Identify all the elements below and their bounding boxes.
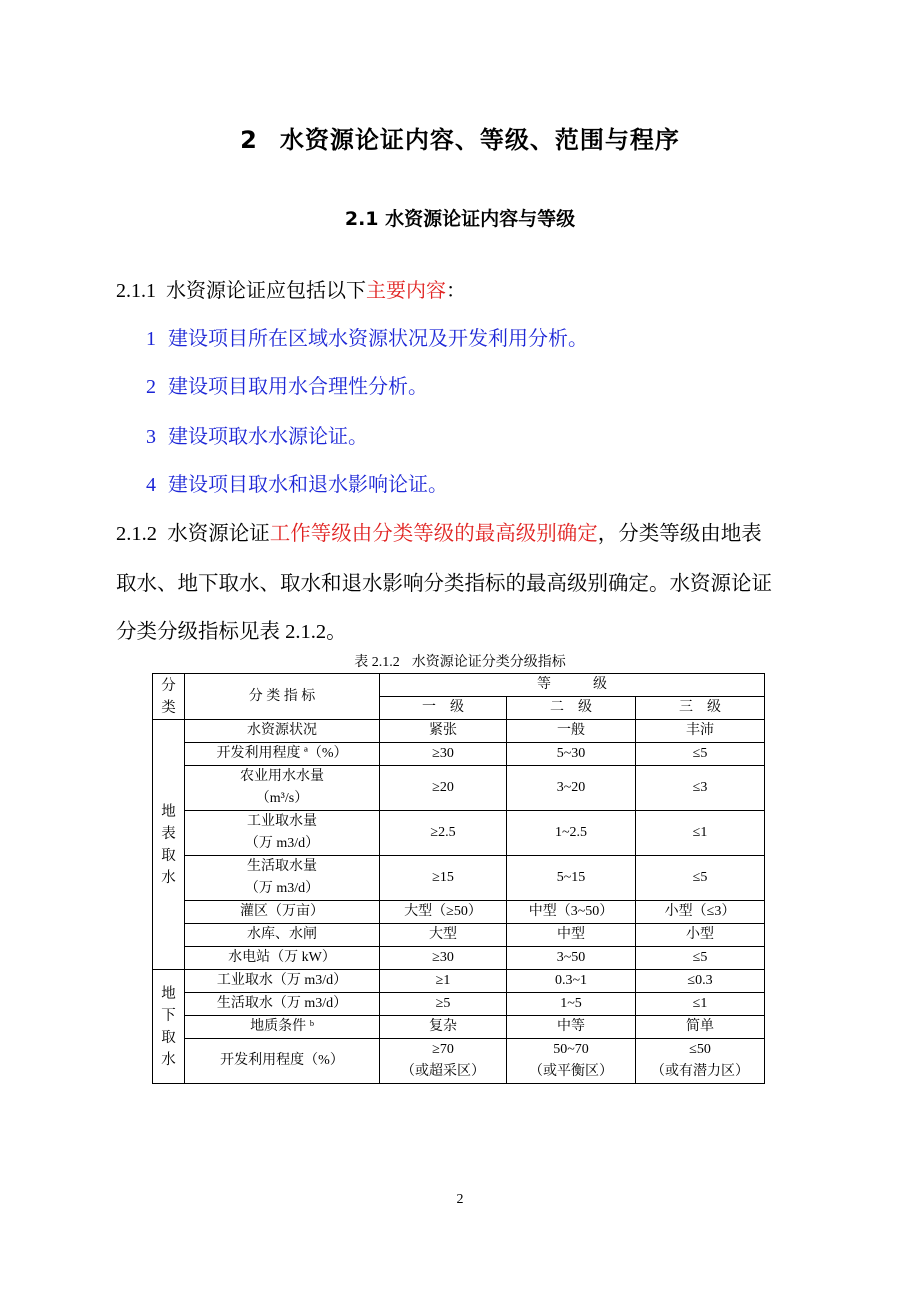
cell-text: 灌区（万亩）	[240, 904, 324, 919]
indicator-cell	[185, 743, 380, 766]
cell-text: 5~15	[556, 870, 586, 885]
table-row	[153, 993, 765, 1016]
level-cell	[380, 1016, 507, 1039]
list-item-number: 2	[146, 376, 156, 398]
list-item-text: 建设项目取用水合理性分析。	[168, 376, 428, 398]
cell-text: 3~20	[556, 780, 586, 795]
cell-text: 小型	[686, 927, 715, 942]
cell-text: 生活取水量	[247, 859, 317, 874]
level-cell	[380, 1039, 507, 1084]
list-item	[146, 322, 588, 351]
level-cell	[636, 947, 765, 970]
level-cell	[507, 1039, 636, 1084]
level-cell	[507, 947, 636, 970]
table-caption-title: 水资源论证分类分级指标	[411, 655, 566, 670]
grade-header: 等 级	[380, 674, 765, 697]
level-header: 二 级	[507, 697, 636, 720]
level-cell	[636, 1039, 765, 1084]
cell-text: （或超采区）	[401, 1064, 485, 1079]
level-cell	[507, 1016, 636, 1039]
clause-2-1-1	[116, 274, 466, 303]
cell-text: 大型（≥50）	[404, 904, 482, 919]
level-cell	[636, 993, 765, 1016]
cell-text: ≥5	[435, 996, 451, 1011]
category-char: 地	[161, 803, 176, 820]
level-cell	[507, 811, 636, 856]
cell-text: ≤3	[692, 780, 708, 795]
cell-text: 中型	[557, 927, 585, 942]
cell-text: 开发利用程度 ª（%）	[216, 746, 348, 761]
indicator-cell	[185, 766, 380, 811]
classification-table-body	[153, 674, 765, 1084]
cell-text: 开发利用程度（%）	[220, 1053, 344, 1068]
list-item-text: 建设项取水水源论证。	[168, 426, 368, 448]
level-cell	[380, 856, 507, 901]
table-row	[153, 970, 765, 993]
cell-text: ≤0.3	[687, 973, 713, 988]
category-char: 水	[161, 1051, 176, 1068]
cell-text: ≥30	[432, 950, 454, 965]
table-caption	[0, 651, 920, 671]
cell-text: 复杂	[429, 1019, 457, 1034]
category-cell	[153, 970, 185, 1084]
category-char: 类	[161, 699, 176, 716]
level-cell	[380, 720, 507, 743]
list-item-text: 建设项目所在区域水资源状况及开发利用分析。	[168, 328, 588, 350]
chapter-title-text: 水资源论证内容、等级、范围与程序	[279, 126, 680, 154]
table-row	[153, 743, 765, 766]
cell-text: ≥2.5	[430, 825, 456, 840]
cell-text: 农业用水水量	[240, 769, 324, 784]
clause-highlight: 工作等级由分类等级的最高级别确定	[269, 523, 598, 545]
cell-text: ≤5	[692, 950, 708, 965]
cell-text: 1~5	[560, 996, 582, 1011]
cell-text: 工业取水量	[247, 814, 317, 829]
cell-text: ≥70	[432, 1042, 454, 1057]
clause-highlight: 主要内容	[366, 280, 446, 302]
level-cell	[507, 856, 636, 901]
cell-text: （万 m3/d）	[244, 881, 320, 896]
list-item-text: 建设项目取水和退水影响论证。	[168, 474, 448, 496]
level-cell	[380, 743, 507, 766]
level-cell	[636, 924, 765, 947]
cell-text: 1~2.5	[554, 825, 588, 840]
level-cell	[507, 720, 636, 743]
clause-2-1-2	[116, 516, 762, 546]
clause-number: 2.1.2	[116, 523, 157, 545]
level-cell	[380, 947, 507, 970]
cell-text: 生活取水（万 m3/d）	[216, 996, 348, 1011]
level-cell	[636, 766, 765, 811]
category-char: 水	[161, 869, 176, 886]
table-row	[153, 1039, 765, 1084]
cell-text: 0.3~1	[554, 973, 588, 988]
level-cell	[507, 743, 636, 766]
indicator-cell	[185, 901, 380, 924]
level-cell	[636, 720, 765, 743]
level-cell	[380, 993, 507, 1016]
chapter-number: 2	[240, 126, 258, 154]
table-row	[153, 901, 765, 924]
list-item-number: 4	[146, 474, 156, 496]
indicator-cell	[185, 1016, 380, 1039]
cell-text: （m³/s）	[255, 791, 309, 806]
level-cell	[507, 901, 636, 924]
level-cell	[507, 993, 636, 1016]
cell-text: ≤1	[692, 825, 708, 840]
indicator-cell	[185, 811, 380, 856]
level-cell	[636, 856, 765, 901]
category-char: 取	[161, 1029, 176, 1046]
cell-text: ≥1	[435, 973, 451, 988]
list-item-number: 3	[146, 426, 156, 448]
cell-text: ≥15	[432, 870, 454, 885]
clause-text-end: ：	[446, 280, 466, 302]
table-row	[153, 1016, 765, 1039]
level-cell	[507, 970, 636, 993]
cell-text: （或平衡区）	[529, 1064, 613, 1079]
cell-text: 中等	[557, 1019, 585, 1034]
clause-line-2: 取水、地下取水、取水和退水影响分类指标的最高级别确定。水资源论证	[116, 573, 772, 595]
clause-number: 2.1.1	[116, 280, 156, 302]
table-row	[153, 811, 765, 856]
level-cell	[636, 901, 765, 924]
cell-text: ≤5	[692, 870, 708, 885]
level-header: 三 级	[636, 697, 765, 720]
cell-text: 工业取水（万 m3/d）	[216, 973, 348, 988]
category-cell	[153, 720, 185, 970]
cell-text: ≤1	[692, 996, 708, 1011]
category-char: 地	[161, 985, 176, 1002]
category-char: 下	[161, 1007, 176, 1024]
indicator-cell	[185, 1039, 380, 1084]
cell-text: 小型（≤3）	[664, 904, 736, 919]
indicator-cell	[185, 947, 380, 970]
cell-text: 一般	[557, 723, 585, 738]
category-char: 取	[161, 847, 176, 864]
cell-text: 水电站（万 kW）	[228, 950, 336, 965]
cell-text: （或有潜力区）	[651, 1064, 750, 1079]
cell-text: ≥20	[432, 780, 454, 795]
table-row	[153, 856, 765, 901]
clause-line-3: 分类分级指标见表 2.1.2。	[116, 621, 347, 643]
level-cell	[380, 924, 507, 947]
cell-text: ≤5	[692, 746, 708, 761]
category-char: 分	[161, 677, 176, 694]
table-row	[153, 924, 765, 947]
clause-text: 水资源论证应包括以下	[166, 280, 366, 302]
level-header: 一 级	[380, 697, 507, 720]
level-cell	[636, 970, 765, 993]
cell-text: （万 m3/d）	[244, 836, 320, 851]
cell-text: ≤50	[689, 1042, 711, 1057]
list-item	[146, 420, 368, 449]
cell-text: 5~30	[556, 746, 586, 761]
level-cell	[636, 743, 765, 766]
level-cell	[636, 811, 765, 856]
table-row	[153, 720, 765, 743]
table-caption-number: 表 2.1.2	[354, 655, 400, 670]
cell-text: 3~50	[556, 950, 586, 965]
indicator-cell	[185, 856, 380, 901]
indicator-header: 分 类 指 标	[185, 674, 380, 720]
header-row	[153, 674, 765, 697]
table-row	[153, 947, 765, 970]
category-header	[153, 674, 185, 720]
page-number: 2	[456, 1192, 464, 1207]
level-cell	[636, 1016, 765, 1039]
level-cell	[507, 924, 636, 947]
indicator-cell	[185, 720, 380, 743]
list-item	[146, 370, 428, 399]
clause-text: 水资源论证	[167, 523, 270, 545]
indicator-cell	[185, 970, 380, 993]
level-cell	[380, 766, 507, 811]
cell-text: 地质条件 ᵇ	[250, 1019, 314, 1034]
indicator-cell	[185, 993, 380, 1016]
list-item-number: 1	[146, 328, 156, 350]
cell-text: 丰沛	[686, 723, 715, 738]
classification-table	[152, 673, 765, 1084]
cell-text: 大型	[429, 927, 457, 942]
cell-text: 紧张	[429, 723, 457, 738]
cell-text: 中型（3~50）	[528, 904, 614, 919]
cell-text: 水资源状况	[247, 723, 317, 738]
category-char: 表	[161, 825, 176, 842]
clause-text-end: ，分类等级由地表	[597, 523, 762, 545]
level-cell	[380, 970, 507, 993]
indicator-cell	[185, 924, 380, 947]
list-item	[146, 468, 448, 497]
level-cell	[507, 766, 636, 811]
cell-text: 简单	[686, 1019, 715, 1034]
level-cell	[380, 901, 507, 924]
table-row	[153, 766, 765, 811]
chapter-title	[0, 120, 920, 155]
section-title: 2.1 水资源论证内容与等级	[344, 208, 576, 230]
cell-text: 水库、水闸	[247, 927, 317, 942]
cell-text: 50~70	[553, 1042, 589, 1057]
cell-text: ≥30	[432, 746, 454, 761]
level-cell	[380, 811, 507, 856]
